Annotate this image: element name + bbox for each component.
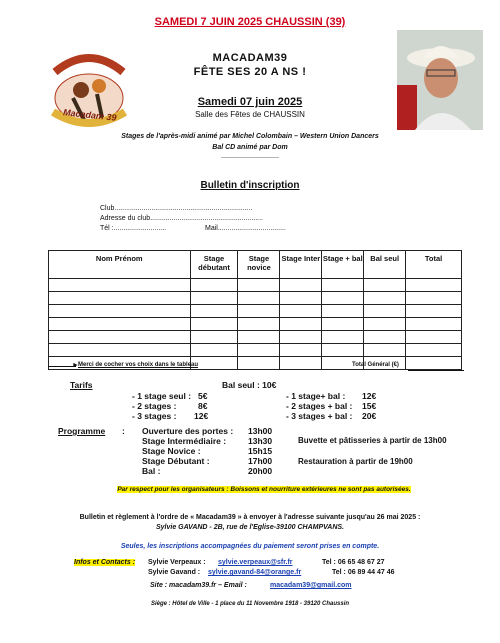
- tel-field[interactable]: Tél :...........................: [100, 225, 167, 232]
- table-header-row: [49, 251, 462, 279]
- mail-field[interactable]: Mail...................................: [205, 225, 286, 232]
- programme-colon: :: [122, 426, 125, 436]
- contact-name-2: Sylvie Gavand :: [148, 569, 201, 576]
- total-line: [408, 370, 464, 371]
- prog-item-4: Stage Débutant :: [142, 456, 210, 466]
- tarif-left-1-price: 5€: [198, 391, 208, 401]
- contact-email-1[interactable]: sylvie.verpeaux@sfr.fr: [218, 559, 293, 566]
- country-logo: [45, 42, 133, 130]
- club-field[interactable]: Club.......................................................................: [100, 205, 253, 212]
- contact-name-1: Sylvie Verpeaux :: [148, 559, 206, 566]
- contact-tel-2: Tel : 06 89 44 47 46: [332, 569, 395, 576]
- site-line: Site : macadam39.fr – Email :: [150, 582, 247, 589]
- logo-text-bottom: Macadam 39: [62, 107, 117, 123]
- col-stage-bal: Stage + bal: [322, 251, 364, 279]
- col-stage-inter: Stage Inter: [280, 251, 322, 279]
- prog-item-5: Bal :: [142, 466, 161, 476]
- tarif-right-1-price: 12€: [362, 391, 377, 401]
- prog-item-2-time: 13h30: [248, 436, 273, 446]
- arrow-icon: ►: [72, 362, 79, 369]
- tarifs-label: Tarifs: [70, 380, 93, 390]
- contact-email-2[interactable]: sylvie.gavand-84@orange.fr: [208, 569, 302, 576]
- event-date: Samedi 07 juin 2025: [197, 96, 303, 108]
- form-title: Bulletin d'inscription: [200, 180, 300, 191]
- tarif-left-3-price: 12€: [194, 411, 209, 421]
- tarif-right-3-price: 20€: [362, 411, 377, 421]
- tarif-right-1: - 1 stage+ bal :: [286, 391, 346, 401]
- col-total: Total: [406, 251, 462, 279]
- prog-item-4-time: 17h00: [248, 456, 273, 466]
- siege-address: Siège : Hôtel de Ville - 1 place du 11 Novembre 1918 - 39120 Chaussin: [150, 601, 350, 607]
- table-note: Merci de cocher vos choix dans le tableau: [78, 362, 199, 368]
- tarif-left-3: - 3 stages :: [132, 411, 177, 421]
- site-email[interactable]: macadam39@gmail.com: [270, 582, 352, 589]
- payment-line1: Bulletin et règlement à l'ordre de « Macadam39 » à envoyer à l'adresse suivante jusqu'au 26 mai 2025 :: [79, 514, 421, 521]
- portrait-photo: [397, 30, 483, 130]
- tarif-right-2: - 2 stages + bal :: [286, 401, 353, 411]
- table-row[interactable]: [49, 331, 462, 344]
- venue: Salle des Fêtes de CHAUSSIN: [195, 110, 305, 119]
- respect-notice: Par respect pour les organisateurs : Boissons et nourriture extérieures ne sont pas autorisées.: [117, 486, 411, 493]
- payment-line2: Sylvie GAVAND - 2B, rue de l'Eglise-39100 CHAMPVANS.: [156, 524, 344, 531]
- table-row[interactable]: [49, 305, 462, 318]
- prog-item-5-time: 20h00: [248, 466, 273, 476]
- registration-table: [48, 250, 462, 370]
- address-field[interactable]: Adresse du club..........................................................: [100, 215, 263, 222]
- tarif-left-1: - 1 stage seul :: [132, 391, 192, 401]
- col-stage-debutant: Stage débutant: [190, 251, 238, 279]
- prog-item-2: Stage Intermédiaire :: [142, 436, 227, 446]
- tarif-left-2: - 2 stages :: [132, 401, 177, 411]
- table-row[interactable]: [49, 279, 462, 292]
- club-name: MACADAM39: [212, 52, 288, 64]
- table-row[interactable]: [49, 344, 462, 357]
- tarif-right-3: - 3 stages + bal :: [286, 411, 353, 421]
- prog-item-1: Ouverture des portes :: [142, 426, 234, 436]
- only-paid-notice: Seules, les inscriptions accompagnées du paiement seront prises en compte.: [120, 543, 380, 550]
- prog-item-1-time: 13h00: [248, 426, 273, 436]
- programme-label: Programme: [58, 426, 106, 436]
- top-title: SAMEDI 7 JUIN 2025 CHAUSSIN (39): [154, 16, 346, 28]
- col-bal-seul: Bal seul: [364, 251, 406, 279]
- total-label: Total Général (€): [352, 362, 399, 368]
- anniversary-title: FÊTE SES 20 A NS !: [193, 66, 307, 78]
- logo-text-top: COUNTRY: [58, 40, 104, 62]
- buvette-info: Buvette et pâtisseries à partir de 13h00: [298, 436, 447, 445]
- contact-tel-1: Tel : 06 65 48 67 27: [322, 559, 385, 566]
- table-row[interactable]: [49, 318, 462, 331]
- col-nom-prenom: Nom Prénom: [49, 251, 191, 279]
- table-row[interactable]: [49, 292, 462, 305]
- intro-separator: _____________: [221, 150, 279, 159]
- col-stage-novice: Stage novice: [238, 251, 280, 279]
- tarif-right-2-price: 15€: [362, 401, 377, 411]
- intro-line2: Bal CD animé par Dom: [212, 144, 288, 151]
- bal-seul-price: Bal seul : 10€: [222, 380, 277, 390]
- restauration-info: Restauration à partir de 19h00: [298, 457, 413, 466]
- prog-item-3-time: 15h15: [248, 446, 273, 456]
- respect-notice-wrap: [84, 486, 444, 493]
- contacts-label: Infos et Contacts :: [74, 559, 136, 566]
- intro-line1: Stages de l'après-midi animé par Michel Colombain – Western Union Dancers: [121, 133, 379, 140]
- prog-item-3: Stage Novice :: [142, 446, 201, 456]
- tarif-left-2-price: 8€: [198, 401, 208, 411]
